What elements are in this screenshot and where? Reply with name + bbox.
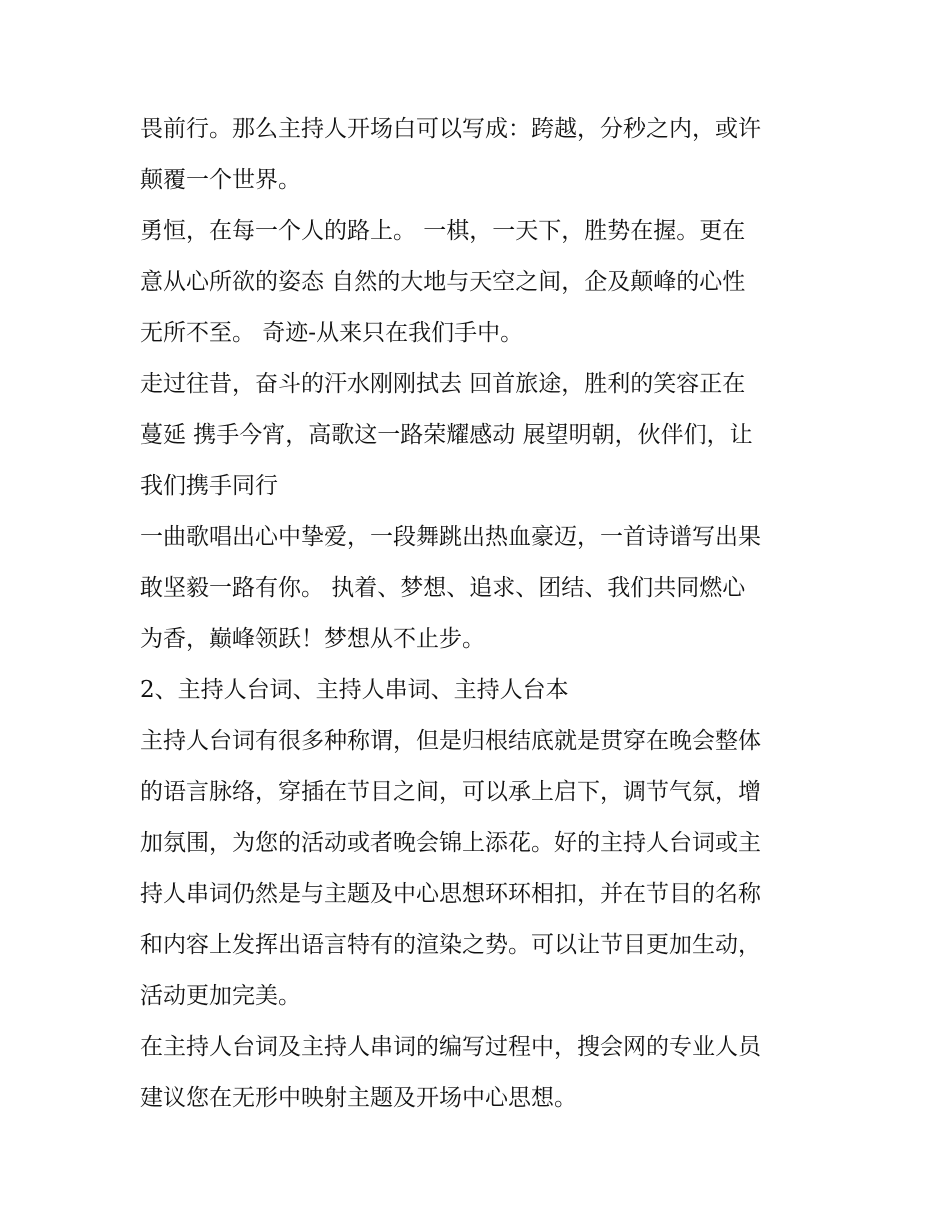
text-line: 和内容上发挥出语言特有的渲染之势。可以让节目更加生动， — [140, 932, 761, 958]
text-line: 持人串词仍然是与主题及中心思想环环相扣，并在节目的名称 — [140, 881, 761, 907]
paragraph — [140, 665, 820, 716]
text-line: 畏前行。那么主持人开场白可以写成：跨越，分秒之内，或许 — [140, 116, 761, 142]
paragraph — [140, 359, 820, 512]
text-line: 活动更加完美。 — [140, 983, 301, 1009]
text-line: 走过往昔，奋斗的汗水刚刚拭去 回首旅途，胜利的笑容正在 — [140, 371, 746, 397]
text-line: 加氛围，为您的活动或者晚会锦上添花。好的主持人台词或主 — [140, 830, 761, 856]
text-line: 2、主持人台词、主持人串词、主持人台本 — [140, 677, 569, 703]
paragraph — [140, 1022, 820, 1124]
text-line: 意从心所欲的姿态 自然的大地与天空之间，企及颠峰的心性 — [140, 269, 746, 295]
text-line: 勇恒，在每一个人的路上。 一棋，一天下，胜势在握。更在 — [140, 218, 746, 244]
text-line: 在主持人台词及主持人串词的编写过程中，搜会网的专业人员 — [140, 1034, 761, 1060]
paragraph — [140, 716, 820, 1022]
paragraph — [140, 104, 820, 206]
paragraph — [140, 206, 820, 359]
text-line: 主持人台词有很多种称谓，但是归根结底就是贯穿在晚会整体 — [140, 728, 761, 754]
text-line: 的语言脉络，穿插在节目之间，可以承上启下，调节气氛，增 — [140, 779, 761, 805]
text-line: 敢坚毅一路有你。 执着、梦想、追求、团结、我们共同燃心 — [140, 575, 746, 601]
text-line: 蔓延 携手今宵，高歌这一路荣耀感动 展望明朝，伙伴们，让 — [140, 422, 753, 448]
paragraph — [140, 512, 820, 665]
text-line: 我们携手同行 — [140, 473, 278, 499]
text-line: 无所不至。 奇迹-从来只在我们手中。 — [140, 320, 524, 346]
text-line: 颠覆一个世界。 — [140, 167, 301, 193]
text-line: 为香，巅峰领跃！梦想从不止步。 — [140, 626, 485, 652]
document-body — [140, 104, 820, 1124]
text-line: 建议您在无形中映射主题及开场中心思想。 — [140, 1085, 577, 1111]
text-line: 一曲歌唱出心中挚爱，一段舞跳出热血豪迈，一首诗谱写出果 — [140, 524, 761, 550]
